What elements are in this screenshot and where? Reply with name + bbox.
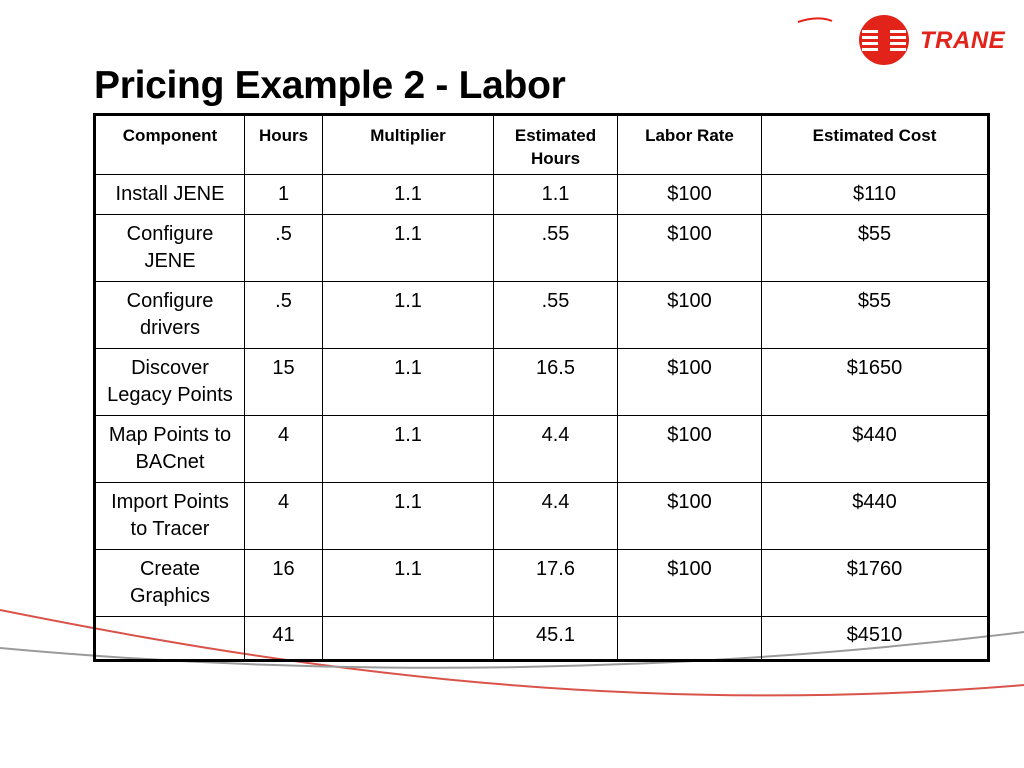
cell-hours: 16 [245,550,323,617]
cell-hours: 1 [245,175,323,215]
cell-labor-rate: $100 [618,483,762,550]
total-estimated-cost: $4510 [762,617,989,661]
table-row [95,282,989,349]
total-labor-rate [618,617,762,661]
header-estimated-cost: Estimated Cost [762,115,989,175]
header-multiplier: Multiplier [323,115,494,175]
cell-labor-rate: $100 [618,349,762,416]
table-row [95,349,989,416]
cell-multiplier: 1.1 [323,416,494,483]
cell-estimated-cost: $1650 [762,349,989,416]
cell-estimated-hours: 4.4 [494,483,618,550]
swoosh-red-top [798,18,832,22]
cell-labor-rate: $100 [618,282,762,349]
total-estimated-hours: 45.1 [494,617,618,661]
cell-hours: .5 [245,282,323,349]
cell-estimated-cost: $1760 [762,550,989,617]
header-component: Component [95,115,245,175]
table-row [95,483,989,550]
cell-estimated-hours: 4.4 [494,416,618,483]
cell-estimated-hours: 16.5 [494,349,618,416]
cell-estimated-cost: $55 [762,282,989,349]
cell-estimated-hours: .55 [494,282,618,349]
table-header-row [95,115,989,175]
trane-logo [856,12,1016,68]
cell-hours: 15 [245,349,323,416]
page-title: Pricing Example 2 - Labor [94,64,566,107]
total-hours: 41 [245,617,323,661]
cell-component: Configure drivers [95,282,245,349]
header-labor-rate: Labor Rate [618,115,762,175]
cell-multiplier: 1.1 [323,550,494,617]
cell-hours: .5 [245,215,323,282]
cell-hours: 4 [245,416,323,483]
cell-labor-rate: $100 [618,416,762,483]
cell-component: Install JENE [95,175,245,215]
table-row [95,416,989,483]
cell-estimated-cost: $110 [762,175,989,215]
header-estimated-hours: Estimated Hours [494,115,618,175]
total-multiplier [323,617,494,661]
cell-component: Import Points to Tracer [95,483,245,550]
cell-estimated-hours: 1.1 [494,175,618,215]
cell-labor-rate: $100 [618,175,762,215]
table-row [95,175,989,215]
cell-multiplier: 1.1 [323,483,494,550]
cell-labor-rate: $100 [618,550,762,617]
cell-component: Create Graphics [95,550,245,617]
totals-row [95,617,989,661]
cell-labor-rate: $100 [618,215,762,282]
cell-component: Configure JENE [95,215,245,282]
trane-logo-text: TRANE [920,27,1006,54]
cell-estimated-hours: .55 [494,215,618,282]
table-row [95,550,989,617]
labor-pricing-table [93,113,990,662]
total-component [95,617,245,661]
cell-multiplier: 1.1 [323,215,494,282]
cell-multiplier: 1.1 [323,282,494,349]
cell-estimated-cost: $55 [762,215,989,282]
cell-estimated-cost: $440 [762,416,989,483]
cell-component: Discover Legacy Points [95,349,245,416]
cell-estimated-cost: $440 [762,483,989,550]
cell-hours: 4 [245,483,323,550]
cell-multiplier: 1.1 [323,349,494,416]
header-hours: Hours [245,115,323,175]
cell-estimated-hours: 17.6 [494,550,618,617]
table-row [95,215,989,282]
cell-multiplier: 1.1 [323,175,494,215]
cell-component: Map Points to BACnet [95,416,245,483]
